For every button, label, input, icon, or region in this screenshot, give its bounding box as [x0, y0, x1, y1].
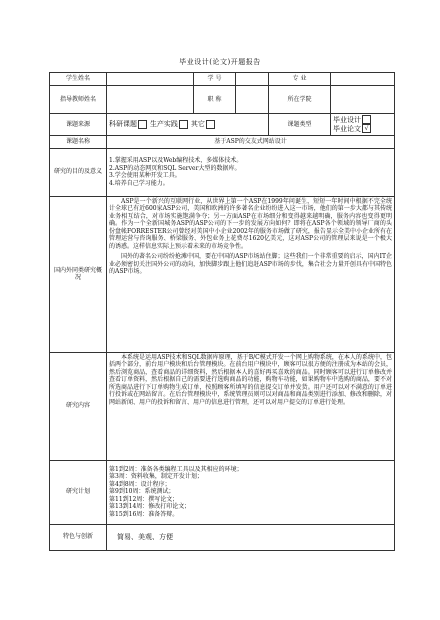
source-options	[107, 114, 269, 136]
type-option-thesis[interactable]: 毕业论文 √	[333, 125, 372, 133]
purpose-item: 3.学会使用某种开发工具。	[109, 172, 181, 179]
plan-item: 第4到8周：设计程序；	[109, 480, 171, 488]
purpose-item: 4.培养自己学习能力。	[109, 179, 169, 187]
purpose-item: 1.掌握采用ASP以及Web编程技术，多媒体技术。	[109, 157, 243, 164]
type-label: 课题类型	[269, 114, 331, 136]
plan-item: 第1到2周：准备各类编程工具以及其相应的环境；	[109, 465, 243, 473]
plan-label: 研究计划	[50, 460, 107, 524]
page-title: 毕业设计(论文)开题报告	[179, 58, 261, 66]
innovation-label: 特色与创新	[50, 524, 107, 550]
content-label: 研究内容	[50, 352, 107, 460]
advisor-value[interactable]	[107, 86, 194, 114]
type-option-design[interactable]: 毕业设计	[333, 116, 372, 124]
purpose-content	[107, 148, 395, 196]
source-label: 课题来源	[50, 114, 107, 136]
student-name-value[interactable]	[107, 73, 194, 86]
college-label: 所在学院	[269, 86, 331, 114]
report-form	[49, 72, 395, 551]
status-content	[107, 196, 395, 352]
plan-content	[107, 460, 395, 524]
topic-name-label: 课题名称	[50, 135, 107, 148]
plan-item: 第13到14周：修改打印论文；	[109, 503, 191, 511]
content-paragraph: 本系统是运用ASP技术和SQL数据库原理，基于B/C模式开发一个网上购物系统，在本人的系统中，包括两个部分，前台用户模块和后台管理模块。在前台用户模块中，顾客可以很方便的注册成为本站的会员，然后浏览商品，查看商品的详细资料，然后根据本人的喜好再买喜欢的商品。同时顾客可以进行订单修改并查看订单资料，然后根据自己的需要进行选购商品的功能，购物车功能，如果购物车中选购的商品，要不对所选商品进行下订单购物生成订单，按照顾客所填写的信息提交订单并发货。用户还可以对不满意的订单进行投诉或在网站留言。在后台管理模块中，系统管理员则可以对商品和商品类别进行添加、修改和删除，对网站新闻、用户的投诉和留言、用户的信息进行管理，还可以对用户提交的订单进行处理。	[109, 353, 392, 406]
student-name-label: 学生姓名	[50, 73, 107, 86]
topic-name-value: 基于ASP的交友式网站设计	[107, 135, 395, 148]
advisor-label: 指导教师姓名	[50, 86, 107, 114]
student-id-label: 学 号	[194, 73, 236, 86]
source-checkbox-practice[interactable]	[179, 120, 188, 129]
status-paragraph: 国外的著名公司纷纷抢滩中国，要在中国的ASP市场站住脚；这些我们一个非常重要的启示，国内IT企业必须密切关注国外公司的动向，加快脚步跟上他们追赶ASP市场的步伐，集合社会力量开创具有中国特色的ASP市场。	[109, 253, 392, 275]
source-option-practice[interactable]: 生产实践	[150, 120, 189, 128]
source-checkbox-other[interactable]	[206, 120, 215, 129]
college-value[interactable]	[331, 86, 395, 114]
advisor-title-label: 职 称	[194, 86, 236, 114]
status-paragraph: ASP是一个新兴的互联网行业，从世界上第一个ASP在1999年问诞生，短短一年时间中根据不完全统计全球已有近600家ASP公司，美国和欧洲的许多著名企业纷纷进入这一市场，他们的第一步大都与其传统业务相互结合，对市场实施饱满争夺；另一方面ASP在市场细分和变得越来越明确，服务内容也变得更明确。作为一个全新国城务ASP的ASP公司的下一步的发展方向如何？即将在ASP各个领域的领导厂商的头份盘帐FORRESTER公司曾经对美国中小企业2002年的服务市场做了研究，报告显示全美中小企业所有在管理运营与咨询服务、桥梁服务、外包业务上花费尽1620亿美元，这对ASP公司的管理层来说是一个极大的诱惑。这样信息实际上预示着未来的市场竞争性。	[109, 197, 392, 250]
status-label: 国内外同类研究概况	[50, 196, 107, 352]
advisor-title-value[interactable]	[236, 86, 269, 114]
plan-item: 第11到12周：撰写论文；	[109, 495, 179, 503]
student-id-value[interactable]	[236, 73, 269, 86]
source-checkbox-research[interactable]	[138, 120, 147, 129]
plan-item: 第9到10周：系统测试；	[109, 488, 175, 496]
major-value[interactable]	[331, 73, 395, 86]
plan-item: 第3周：资料收集，制定开发计划；	[109, 473, 203, 481]
type-checkbox-design[interactable]	[362, 115, 371, 124]
source-option-other[interactable]: 其它	[191, 120, 216, 128]
purpose-label: 研究的目的及意义	[50, 148, 107, 196]
content-content	[107, 352, 395, 460]
plan-item: 第15到16周：准备答辩。	[109, 510, 179, 518]
type-options	[331, 114, 395, 136]
innovation-content: 简易、美观、方便	[107, 524, 395, 550]
major-label: 专 业	[269, 73, 331, 86]
type-checkbox-thesis[interactable]: √	[362, 124, 371, 133]
purpose-item: 2.ASP的动态网页和SQL Server大型的数据库。	[109, 164, 241, 172]
source-option-research[interactable]: 科研课题	[109, 120, 148, 128]
